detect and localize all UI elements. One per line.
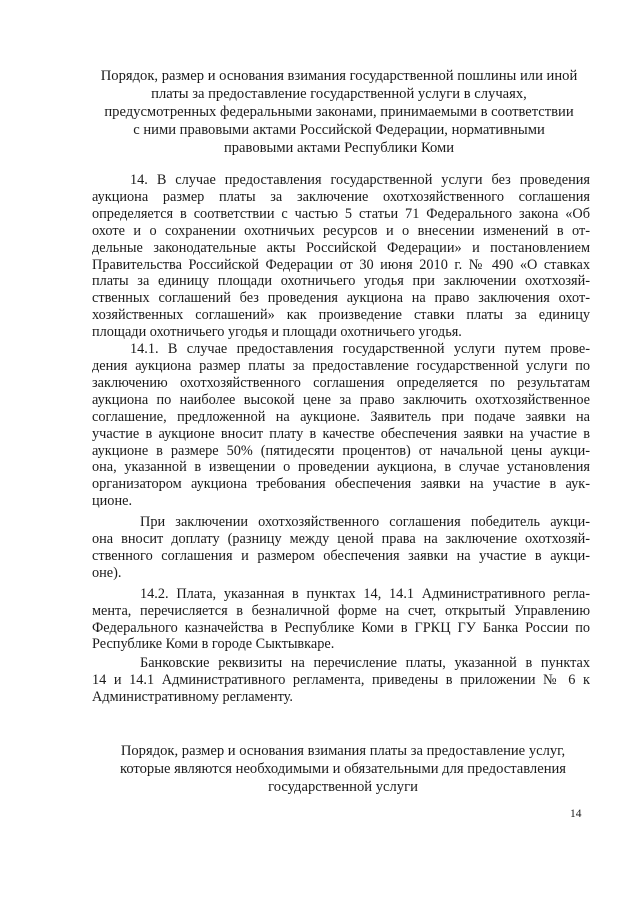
text-line: хозяйственных соглашений» как произведение ставки платы за единицу — [92, 307, 590, 324]
text-line: охоте и о сохранении охотничьих ресурсов и о внесении изменений в от- — [92, 222, 590, 239]
text-line: При заключении охотхозяйственного соглашения победитель аукци- — [140, 514, 590, 531]
text-line: участие в аукционе вносит плату в качестве обеспечения заявки на участие в — [92, 425, 590, 442]
text-line: ственных соглашений без проведения аукциона на право заключения охот- — [92, 290, 590, 307]
text-line: организатором аукциона требования обеспечения заявки на участие в аук- — [92, 476, 590, 493]
paragraph-14-2 — [92, 586, 590, 654]
text-line: дения аукциона размер платы за предоставление государственной услуги по — [92, 357, 590, 374]
text-line: 14 и 14.1 Административного регламента, приведены в приложении № 6 к — [92, 672, 590, 689]
text-line: 14.2. Плата, указанная в пунктах 14, 14.1 Административного регла- — [140, 585, 590, 602]
text-line: определяется в соответствии с частью 5 статьи 71 Федерального закона «Об — [92, 205, 590, 222]
text-line: ционе. — [92, 493, 133, 510]
heading-line: которые являются необходимыми и обязательными для предоставления — [119, 761, 567, 777]
heading-line: правовыми актами Республики Коми — [223, 140, 455, 156]
text-line: 14. В случае предоставления государственной услуги без проведения — [130, 172, 590, 188]
text-line: аукциона по наиболее высокой цене за право заключить охотхозяйственное — [92, 391, 590, 408]
text-line: аукционе в размере 50% (пятидесяти процентов) от начальной цены аукци- — [92, 442, 590, 459]
document-body — [92, 172, 590, 706]
text-line: соглашение, предложенной на аукционе. Заявитель при подаче заявки на — [92, 408, 590, 425]
text-line: заключению охотхозяйственного соглашения определяется по результатам — [92, 374, 590, 391]
text-line: Правительства Российской Федерации от 30 июня 2010 г. № 490 «О ставках — [92, 256, 590, 273]
text-line: она вносит доплату (разницу между ценой права на заключение охотхозяй- — [92, 531, 590, 548]
text-line: Федерального казначейства в Республике Коми в ГРКЦ ГУ Банка России по — [92, 619, 590, 636]
heading-line: Порядок, размер и основания взимания государственной пошлины или иной — [100, 68, 578, 84]
text-line: Банковские реквизиты на перечисление платы, указанной в пунктах — [140, 655, 590, 672]
text-line: аукциона размер платы за заключение охотхозяйственного соглашения — [92, 188, 590, 205]
section-heading-services-fees — [88, 742, 598, 796]
text-line: дельные законодательные акты Российской Федерации» и постановлением — [92, 239, 590, 256]
text-line: ственного соглашения и размером обеспечения заявки на участие в аукци- — [92, 547, 590, 564]
heading-line: с ними правовыми актами Российской Федерации, нормативными — [133, 122, 545, 138]
page-number: 14 — [570, 808, 582, 820]
section-heading-fees — [84, 67, 594, 157]
text-line: Республике Коми в городе Сыктывкаре. — [92, 636, 335, 653]
heading-line: платы за предоставление государственной услуги в случаях, — [151, 86, 527, 102]
text-line: оне). — [92, 564, 122, 581]
text-line: платы за единицу площади охотничьего угодья при заключении охотхозяй- — [92, 273, 590, 290]
paragraph-bank-details — [92, 655, 590, 706]
heading-line: предусмотренных федеральными законами, принимаемыми в соответствии — [104, 104, 574, 120]
heading-line: государственной услуги — [268, 779, 418, 795]
heading-line: Порядок, размер и основания взимания платы за предоставление услуг, — [120, 743, 566, 759]
text-line: Административному регламенту. — [92, 689, 293, 706]
text-line: она, указанной в извещении о проведении аукциона, в случае установления — [92, 459, 590, 476]
paragraph-14 — [92, 172, 590, 341]
text-line: мента, перечисляется в безналичной форме на счет, открытый Управлению — [92, 602, 590, 619]
text-line: 14.1. В случае предоставления государственной услуги путем прове- — [130, 341, 590, 358]
paragraph-surcharge — [92, 514, 590, 582]
text-line: площади охотничьего угодья и площади охотничьего угодья. — [92, 324, 462, 341]
paragraph-14-1 — [92, 341, 590, 510]
